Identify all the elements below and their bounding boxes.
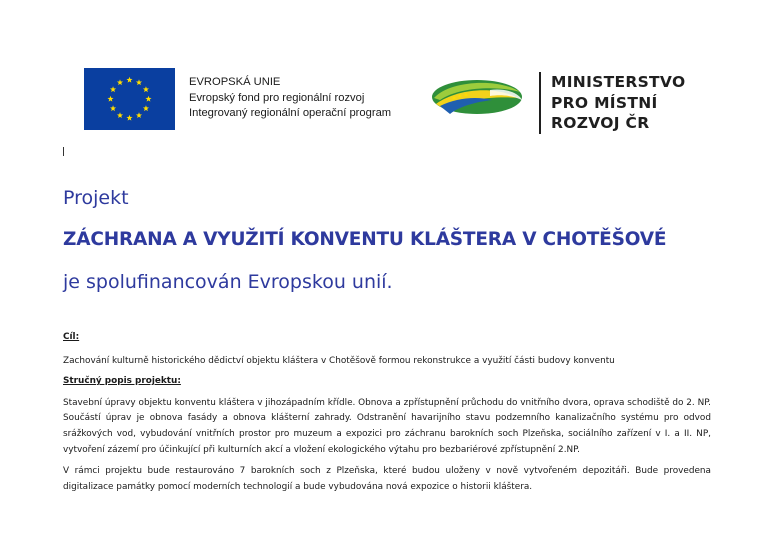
summary-text: Stavební úpravy objektu konventu kláštera v jihozápadním křídle. Obnova a zpřístupnění průchodu do vnitřního dvora, oprava schodiště do 2. NP. Součástí úprav je obnova fasády a obnova klášterní zahrady. Odstranění havarijního stavu podzemního kanalizačního systému pro odvod srážkových vod, vybudování vnitřních prostor pro muzeum a expozici pro záchranu barokních soch Plzeňska, sociálního zařízení v I. a II. NP, vytvoření zázemí pro účinkující při kulturních akcí a vložení ekologického výtahu pro bezbariérové zpřístupnění 2.NP. <box>63 397 711 455</box>
project-label: Projekt <box>63 187 129 209</box>
eu-flag-icon <box>84 68 175 130</box>
ministry-line-2: PRO MÍSTNÍ <box>551 93 658 112</box>
eu-line-3: Integrovaný regionální operační program <box>189 107 392 119</box>
eu-star-icon <box>145 96 151 102</box>
ministry-line-1: MINISTERSTVO <box>551 73 686 91</box>
eu-star-icon <box>126 115 132 121</box>
goal-label: Cíl: <box>63 332 80 342</box>
logo-divider <box>539 72 541 134</box>
eu-star-icon <box>143 86 149 92</box>
eu-star-icon <box>136 112 142 118</box>
eu-star-icon <box>107 96 113 102</box>
eu-star-icon <box>110 105 116 111</box>
project-description <box>63 330 711 495</box>
ministry-name <box>551 72 685 134</box>
eu-program-text <box>189 75 391 122</box>
funding-statement: je spolufinancován Evropskou unií. <box>63 271 393 293</box>
text-cursor <box>63 147 64 156</box>
eu-star-icon <box>117 112 123 118</box>
goal-text: Zachování kulturně historického dědictví objektu kláštera v Chotěšově formou rekonstrukce a využití části budovy konventu <box>63 355 615 366</box>
eu-star-icon <box>143 105 149 111</box>
mmr-logo-icon <box>430 76 524 116</box>
eu-star-icon <box>110 86 116 92</box>
eu-line-1: EVROPSKÁ UNIE <box>189 76 281 88</box>
logo-header <box>0 0 765 140</box>
ministry-line-3: ROZVOJ ČR <box>551 114 650 132</box>
eu-star-icon <box>136 79 142 85</box>
summary-label: Stručný popis projektu: <box>63 376 181 387</box>
eu-line-2: Evropský fond pro regionální rozvoj <box>189 91 365 104</box>
project-name: ZÁCHRANA A VYUŽITÍ KONVENTU KLÁŠTERA V CHOTĚŠOVÉ <box>63 229 667 250</box>
eu-star-icon <box>117 79 123 85</box>
eu-star-icon <box>126 77 132 83</box>
statues-text: V rámci projektu bude restaurováno 7 barokních soch z Plzeňska, které budou uloženy v nově vytvořeném depozitáři. Bude provedena digitalizace památky pomocí moderních technologií a bude vybudována nová expozice o historii kláštera. <box>63 466 711 492</box>
